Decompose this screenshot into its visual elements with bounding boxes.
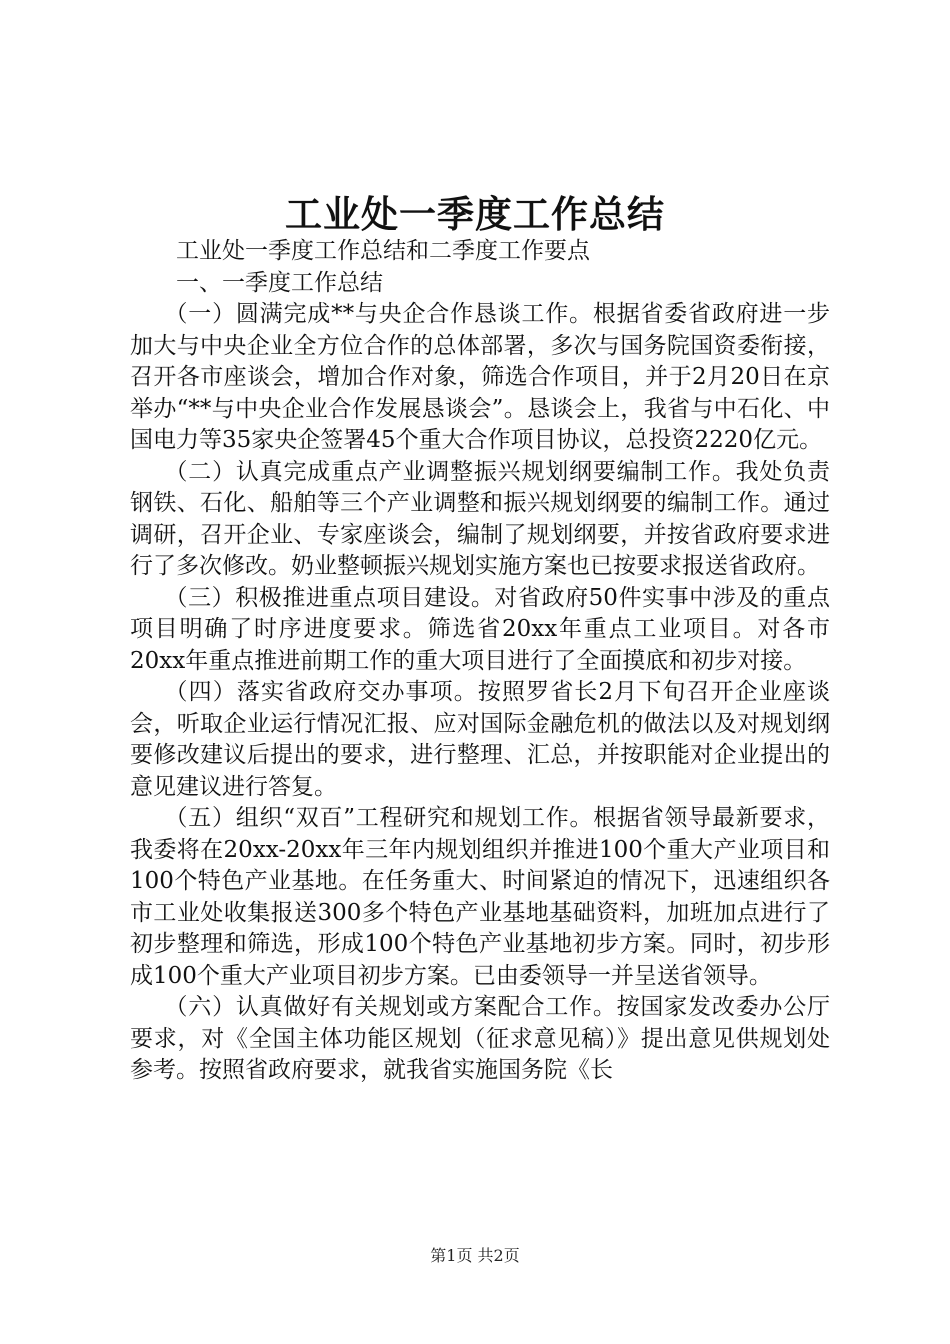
paragraph-item-1: （一）圆满完成**与央企合作恳谈工作。根据省委省政府进一步加大与中央企业全方位合作的总体部署，多次与国务院国资委衔接，召开各市座谈会，增加合作对象，筛选合作项目，并于2月20日在京举办“**与中央企业合作发展恳谈会”。恳谈会上，我省与中石化、中国电力等35家央企签署45个重大合作项目协议，总投资2220亿元。: [130, 301, 830, 453]
paragraph-item-6: （六）认真做好有关规划或方案配合工作。按国家发改委办公厅要求，对《全国主体功能区规划（征求意见稿）》提出意见供规划处参考。按照省政府要求，就我省实施国务院《长: [130, 994, 830, 1083]
paragraph-item-4: （四）落实省政府交办事项。按照罗省长2月下旬召开企业座谈会，听取企业运行情况汇报、应对国际金融危机的做法以及对规划纲要修改建议后提出的要求，进行整理、汇总，并按职能对企业提出的意见建议进行答复。: [130, 679, 830, 800]
paragraph-subtitle: 工业处一季度工作总结和二季度工作要点: [176, 238, 590, 264]
paragraph-item-5: （五）组织“双百”工程研究和规划工作。根据省领导最新要求，我委将在20xx-20xx年三年内规划组织并推进100个重大产业项目和100个特色产业基地。在任务重大、时间紧迫的情况下，迅速组织各市工业处收集报送300多个特色产业基地基础资料，加班加点进行了初步整理和筛选，形成100个特色产业基地初步方案。同时，初步形成100个重大产业项目初步方案。已由委领导一并呈送省领导。: [130, 805, 830, 989]
paragraph-item-3: （三）积极推进重点项目建设。对省政府50件实事中涉及的重点项目明确了时序进度要求。筛选省20xx年重点工业项目。对各市20xx年重点推进前期工作的重大项目进行了全面摸底和初步对接。: [130, 584, 830, 674]
paragraph-item-2: （二）认真完成重点产业调整振兴规划纲要编制工作。我处负责钢铁、石化、船舶等三个产业调整和振兴规划纲要的编制工作。通过调研，召开企业、专家座谈会，编制了规划纲要，并按省政府要求进行了多次修改。奶业整顿振兴规划实施方案也已按要求报送省政府。: [130, 458, 830, 579]
document-body: [130, 236, 830, 1087]
paragraph-section-heading: 一、一季度工作总结: [176, 269, 383, 296]
page-footer: 第1页 共2页: [430, 1246, 520, 1265]
document-title: 工业处一季度工作总结: [285, 193, 665, 236]
